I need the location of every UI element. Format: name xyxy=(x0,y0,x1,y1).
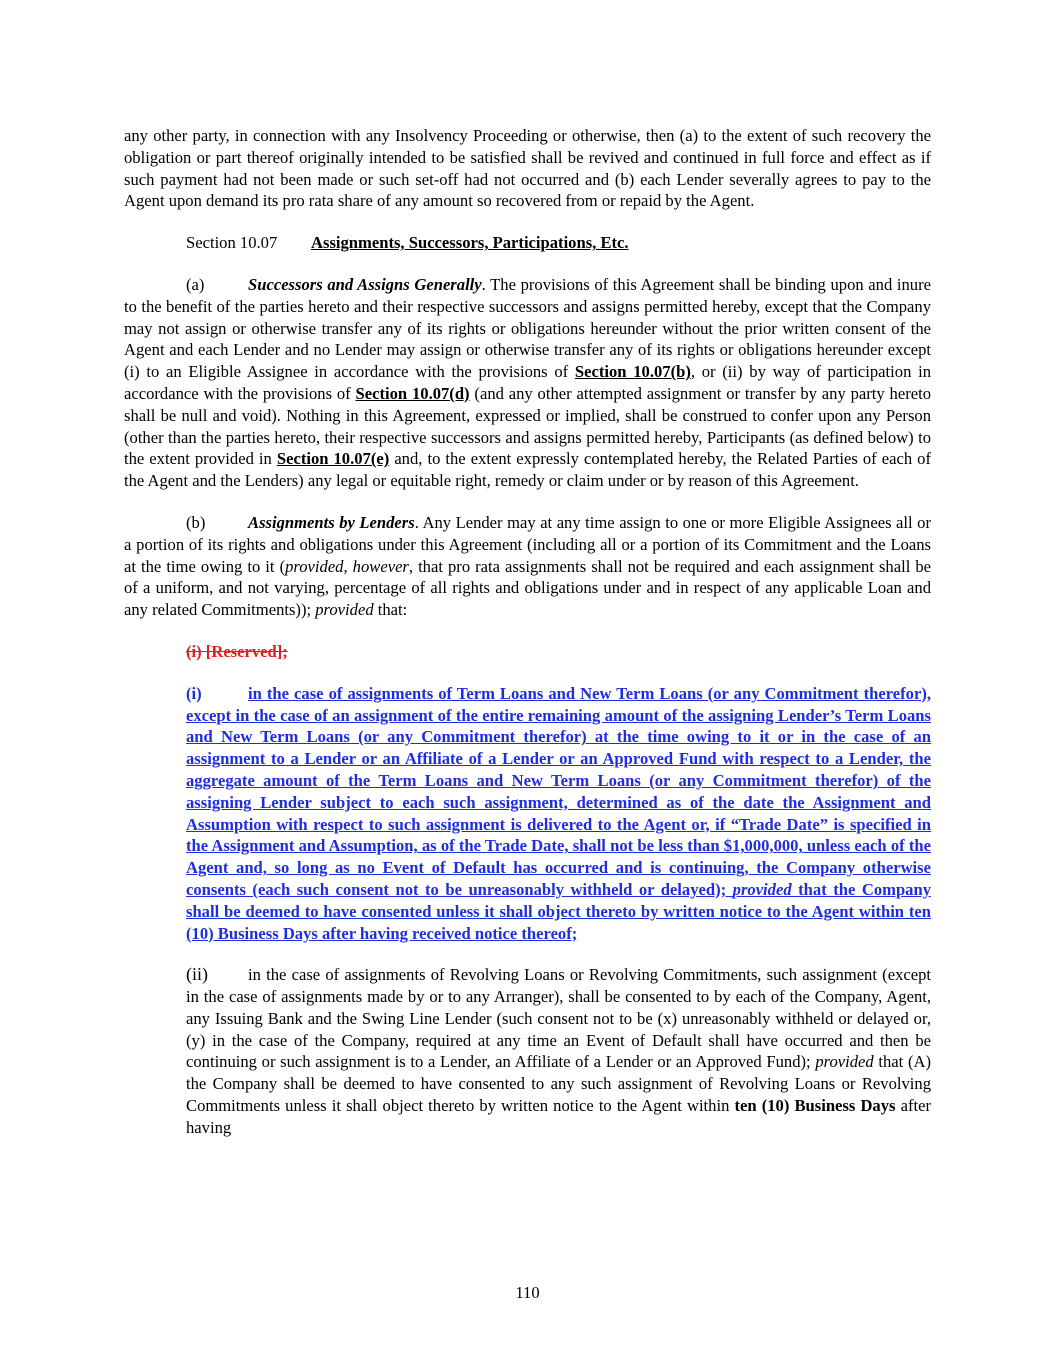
paragraph-b-label: (b) xyxy=(186,512,206,532)
section-heading: Assignments, Successors, Participations, Etc. xyxy=(311,233,629,253)
italic-however: however xyxy=(352,556,409,576)
inserted-item-text: that the Company shall be deemed to have consented unless it shall object thereto by written notice to the Agent within ten (10) Business Days after having received notice thereof; xyxy=(186,879,931,943)
italic-provided: provided xyxy=(285,556,344,576)
deleted-reserved-text: (i) [Reserved]; xyxy=(186,641,288,661)
italic-provided: provided xyxy=(815,1052,874,1072)
inserted-item-text: in the case of assignments of Term Loans and New Term Loans (or any Commitment therefor), except in the case of an assignment of the entire remaining amount of the assigning Lender’s Term Loans and New Term Loans (or any Commitment therefor) at the time owing to it or in the case of an assignment to a Lender or an Affiliate of a Lender or an Approved Fund with respect to a Lender, the aggregate amount of the Term Loans and New Term Loans (or any Commitment therefor) of the assigning Lender subject to each such assignment, determined as of the date the Assignment and Assumption with respect to such assignment is delivered to the Agent or, if “Trade Date” is specified in the Assignment and Assumption, as of the Trade Date, shall not be less than $1,000,000, unless each of the Agent and, so long as no Event of Default has occurred and is continuing, the Company otherwise consents (each such consent not to be unreasonably withheld or delayed); xyxy=(186,683,931,899)
inserted-item-label: (i) xyxy=(186,683,202,703)
cross-reference-10-07b: Section 10.07(b) xyxy=(574,362,691,382)
bold-ten-business-days: ten (10) Business Days xyxy=(734,1096,896,1116)
item-ii-label: (ii) xyxy=(186,964,208,985)
paragraph-a xyxy=(124,274,931,492)
page-number: 110 xyxy=(515,1283,540,1302)
item-ii-text: after having xyxy=(186,1096,932,1137)
italic-provided: provided xyxy=(315,600,374,620)
paragraph-a-title: Successors and Assigns Generally xyxy=(248,274,482,294)
section-heading-line xyxy=(124,232,931,254)
section-number: Section 10.07 xyxy=(186,233,278,253)
paragraph-b-text: , that pro rata assignments shall not be required and each assignment shall be of a uniform, and not varying, percentage of all rights and obligations under and in respect of any applicable Loan and any related Commitments)); xyxy=(124,556,932,620)
intro-paragraph: any other party, in connection with any Insolvency Proceeding or otherwise, then (a) to the extent of such recovery the obligation or part thereof originally intended to be satisfied shall be revived and continued in full force and effect as if such payment had not been made or such set-off had not occurred and (b) each Lender severally agrees to pay to the Agent upon demand its pro rata share of any amount so recovered from or repaid by the Agent. xyxy=(124,126,931,211)
document-page xyxy=(124,125,931,1139)
item-ii xyxy=(186,964,931,1138)
paragraph-a-text: (and any other attempted assignment or transfer by any party hereto shall be null and void). Nothing in this Agreement, expressed or implied, shall be construed to confer upon any Person (other than the parties hereto, their respective successors and assigns permitted hereby, Participants (as defined below) to the extent provided in xyxy=(124,383,931,469)
inserted-item-i xyxy=(186,683,931,945)
item-ii-text: in the case of assignments of Revolving Loans or Revolving Commitments, such assignment (except in the case of assignments made by or to any Arranger), shall be consented to by each of the Company, Agent, any Issuing Bank and the Swing Line Lender (such consent not to be (x) unreasonably withheld or delayed or, (y) in the case of the Company, required at any time an Event of Default shall have occurred and then be continuing or such assignment is to a Lender, an Affiliate of a Lender or an Approved Fund); xyxy=(186,965,931,1072)
paragraph-b-title: Assignments by Lenders xyxy=(248,512,415,532)
paragraph-a-text: . The provisions of this Agreement shall be binding upon and inure to the benefit of the parties hereto and their respective successors and assigns permitted hereby, except that the Company may not assign or otherwise transfer any of its rights or obligations hereunder without the prior written consent of the Agent and each Lender and no Lender may assign or otherwise transfer any of its rights or obligations hereunder except (i) to an Eligible Assignee in accordance with the provisions of xyxy=(124,274,931,382)
paragraph-a-text: , or (ii) by way of participation in accordance with the provisions of xyxy=(124,362,931,403)
italic-provided: provided xyxy=(732,879,792,899)
paragraph-b-text: . Any Lender may at any time assign to one or more Eligible Assignees all or a portion of its rights and obligations under this Agreement (including all or a portion of its Commitment and the Loans at the time owing to it ( xyxy=(124,512,931,576)
deleted-item xyxy=(186,641,931,663)
paragraph-a-label: (a) xyxy=(186,274,205,294)
cross-reference-10-07d: Section 10.07(d) xyxy=(355,383,470,403)
paragraph-b-text: , xyxy=(343,556,353,576)
cross-reference-10-07e: Section 10.07(e) xyxy=(276,449,390,469)
paragraph-a-text: and, to the extent expressly contemplated hereby, the Related Parties of each of the Agent and the Lenders) any legal or equitable right, remedy or claim under or by reason of this Agreement. xyxy=(124,449,931,491)
paragraph-b-text: that: xyxy=(373,600,408,620)
paragraph-b xyxy=(124,512,931,621)
item-ii-text: that (A) the Company shall be deemed to have consented to any such assignment of Revolving Loans or Revolving Commitments unless it shall object thereto by written notice to the Agent within xyxy=(186,1052,931,1116)
